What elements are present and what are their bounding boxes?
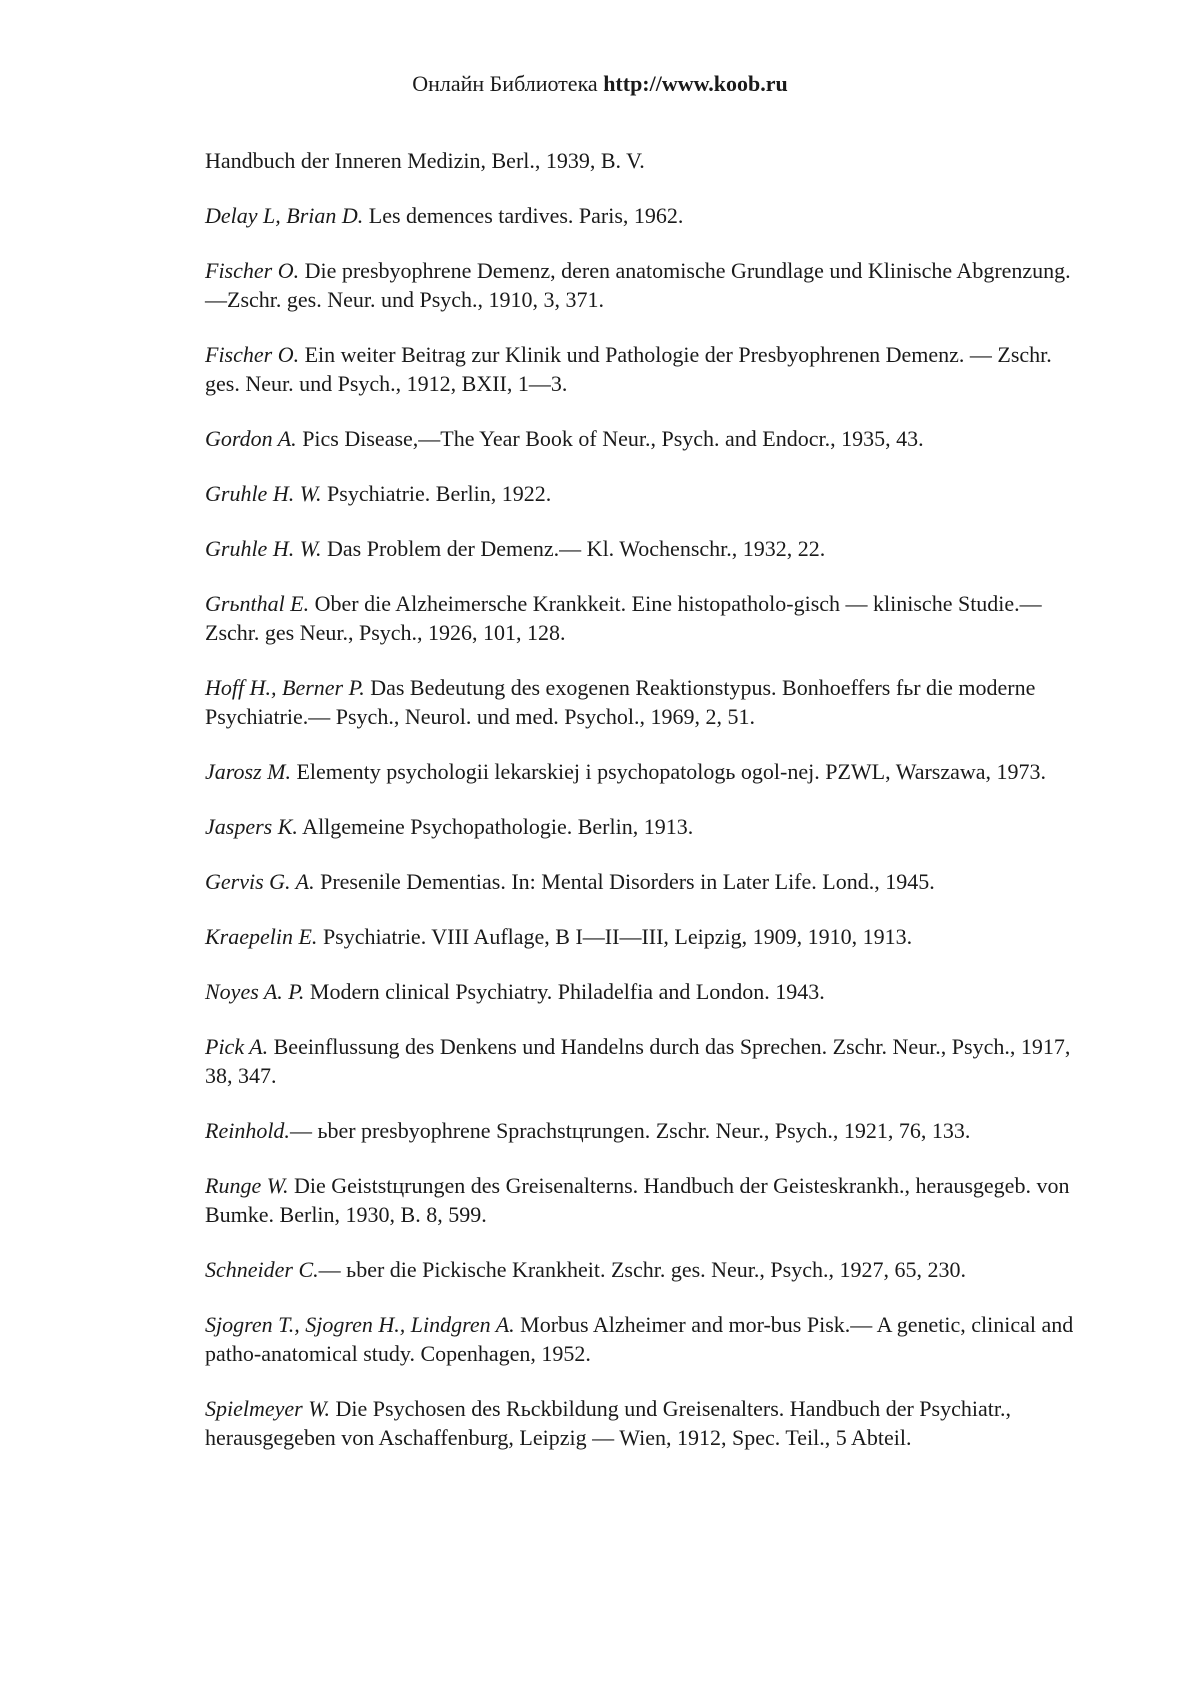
reference-item: [205, 1032, 1085, 1090]
reference-author: Gruhle H. W.: [205, 481, 322, 506]
reference-author: Spielmeyer W.: [205, 1396, 331, 1421]
reference-item: [205, 1171, 1085, 1229]
reference-text: Ober die Alzheimersche Krankkeit. Eine histopatholo-gisch — klinische Studie.—Zschr. ges Neur., Psych., 1926, 101, 128.: [205, 591, 1042, 645]
reference-item: [205, 812, 1085, 841]
reference-author: Runge W.: [205, 1173, 289, 1198]
reference-author: Gervis G. A.: [205, 869, 315, 894]
site-url: http://www.koob.ru: [603, 71, 788, 96]
reference-text: Das Problem der Demenz.— Kl. Wochenschr., 1932, 22.: [321, 536, 826, 561]
reference-item: [205, 977, 1085, 1006]
reference-item: [205, 1116, 1085, 1145]
reference-author: Gruhle H. W.: [205, 536, 322, 561]
reference-text: Morbus Alzheimer and mor-bus Pisk.— A genetic, clinical and patho-anatomical study. Copenhagen, 1952.: [205, 1312, 1074, 1366]
reference-author: Jarosz M.: [205, 759, 291, 784]
page-header: [0, 70, 1200, 98]
reference-text: Presenile Dementias. In: Mental Disorders in Later Life. Lond., 1945.: [314, 869, 935, 894]
reference-item: [205, 424, 1085, 453]
reference-text: Modern clinical Psychiatry. Philadelfia and London. 1943.: [304, 979, 825, 1004]
reference-text: Die Geiststцrungen des Greisenalterns. Handbuch der Geisteskrankh., herausgegeb. von Bumke. Berlin, 1930, B. 8, 599.: [205, 1173, 1070, 1227]
reference-text: Die Psychosen des Rьckbildung und Greisenalters. Handbuch der Psychiatr., herausgegeben von Aschaffenburg, Leipzig — Wien, 1912, Spec. Teil., 5 Abteil.: [205, 1396, 1011, 1450]
reference-item: [205, 1255, 1085, 1284]
reference-item: [205, 922, 1085, 951]
reference-author: Grьnthal E.: [205, 591, 310, 616]
reference-item: [205, 589, 1085, 647]
reference-text: Die presbyophrene Demenz, deren anatomische Grundlage und Klinische Abgrenzung.—Zschr. ges. Neur. und Psych., 1910, 3, 371.: [205, 258, 1071, 312]
reference-text: Das Bedeutung des exogenen Reaktionstypus. Bonhoeffers fьr die moderne Psychiatrie.— Psych., Neurol. und med. Psychol., 1969, 2, 51.: [205, 675, 1036, 729]
reference-author: Sjogren T., Sjogren H., Lindgren A.: [205, 1312, 515, 1337]
reference-text: Psychiatrie. Berlin, 1922.: [321, 481, 552, 506]
reference-item: [205, 673, 1085, 731]
library-label: Онлайн Библиотека: [412, 71, 598, 96]
reference-author: Fischer O.: [205, 258, 300, 283]
reference-text: Beeinflussung des Denkens und Handelns durch das Sprechen. Zschr. Neur., Psych., 1917, 38, 347.: [205, 1034, 1071, 1088]
reference-text: Elementy psychologii lekarskiej i psychopatologь ogol-nej. PZWL, Warszawa, 1973.: [290, 759, 1047, 784]
reference-text: Ein weiter Beitrag zur Klinik und Pathologie der Presbyophrenen Demenz. — Zschr. ges. Neur. und Psych., 1912, BXII, 1—3.: [205, 342, 1052, 396]
reference-author: Noyes A. P.: [205, 979, 305, 1004]
reference-text: Les demences tardives. Paris, 1962.: [363, 203, 684, 228]
reference-author: Delay L, Brian D.: [205, 203, 364, 228]
reference-author: Reinhold.: [205, 1118, 290, 1143]
reference-item: [205, 757, 1085, 786]
reference-text: — ьber die Pickische Krankheit. Zschr. ges. Neur., Psych., 1927, 65, 230.: [318, 1257, 966, 1282]
reference-text: Handbuch der Inneren Medizin, Berl., 1939, B. V.: [205, 148, 645, 173]
reference-item: [205, 256, 1085, 314]
reference-text: Psychiatrie. VIII Auflage, B I—II—III, Leipzig, 1909, 1910, 1913.: [317, 924, 913, 949]
reference-item: [205, 1394, 1085, 1452]
reference-item: [205, 534, 1085, 563]
reference-author: Kraepelin E.: [205, 924, 318, 949]
reference-item: [205, 479, 1085, 508]
reference-item: [205, 340, 1085, 398]
reference-text: Pics Disease,—The Year Book of Neur., Psych. and Endocr., 1935, 43.: [296, 426, 924, 451]
reference-author: Gordon A.: [205, 426, 297, 451]
reference-author: Schneider C.: [205, 1257, 319, 1282]
reference-text: — ьber presbyophrene Sprachstцrungen. Zschr. Neur., Psych., 1921, 76, 133.: [289, 1118, 971, 1143]
reference-item: [205, 867, 1085, 896]
reference-list: [205, 146, 1085, 1478]
reference-item: [205, 201, 1085, 230]
reference-author: Fischer O.: [205, 342, 300, 367]
reference-author: Jaspers K.: [205, 814, 298, 839]
reference-author: Pick A.: [205, 1034, 269, 1059]
reference-author: Hoff H., Berner P.: [205, 675, 365, 700]
reference-item: [205, 146, 1085, 175]
reference-text: Allgemeine Psychopathologie. Berlin, 1913.: [297, 814, 694, 839]
reference-item: [205, 1310, 1085, 1368]
